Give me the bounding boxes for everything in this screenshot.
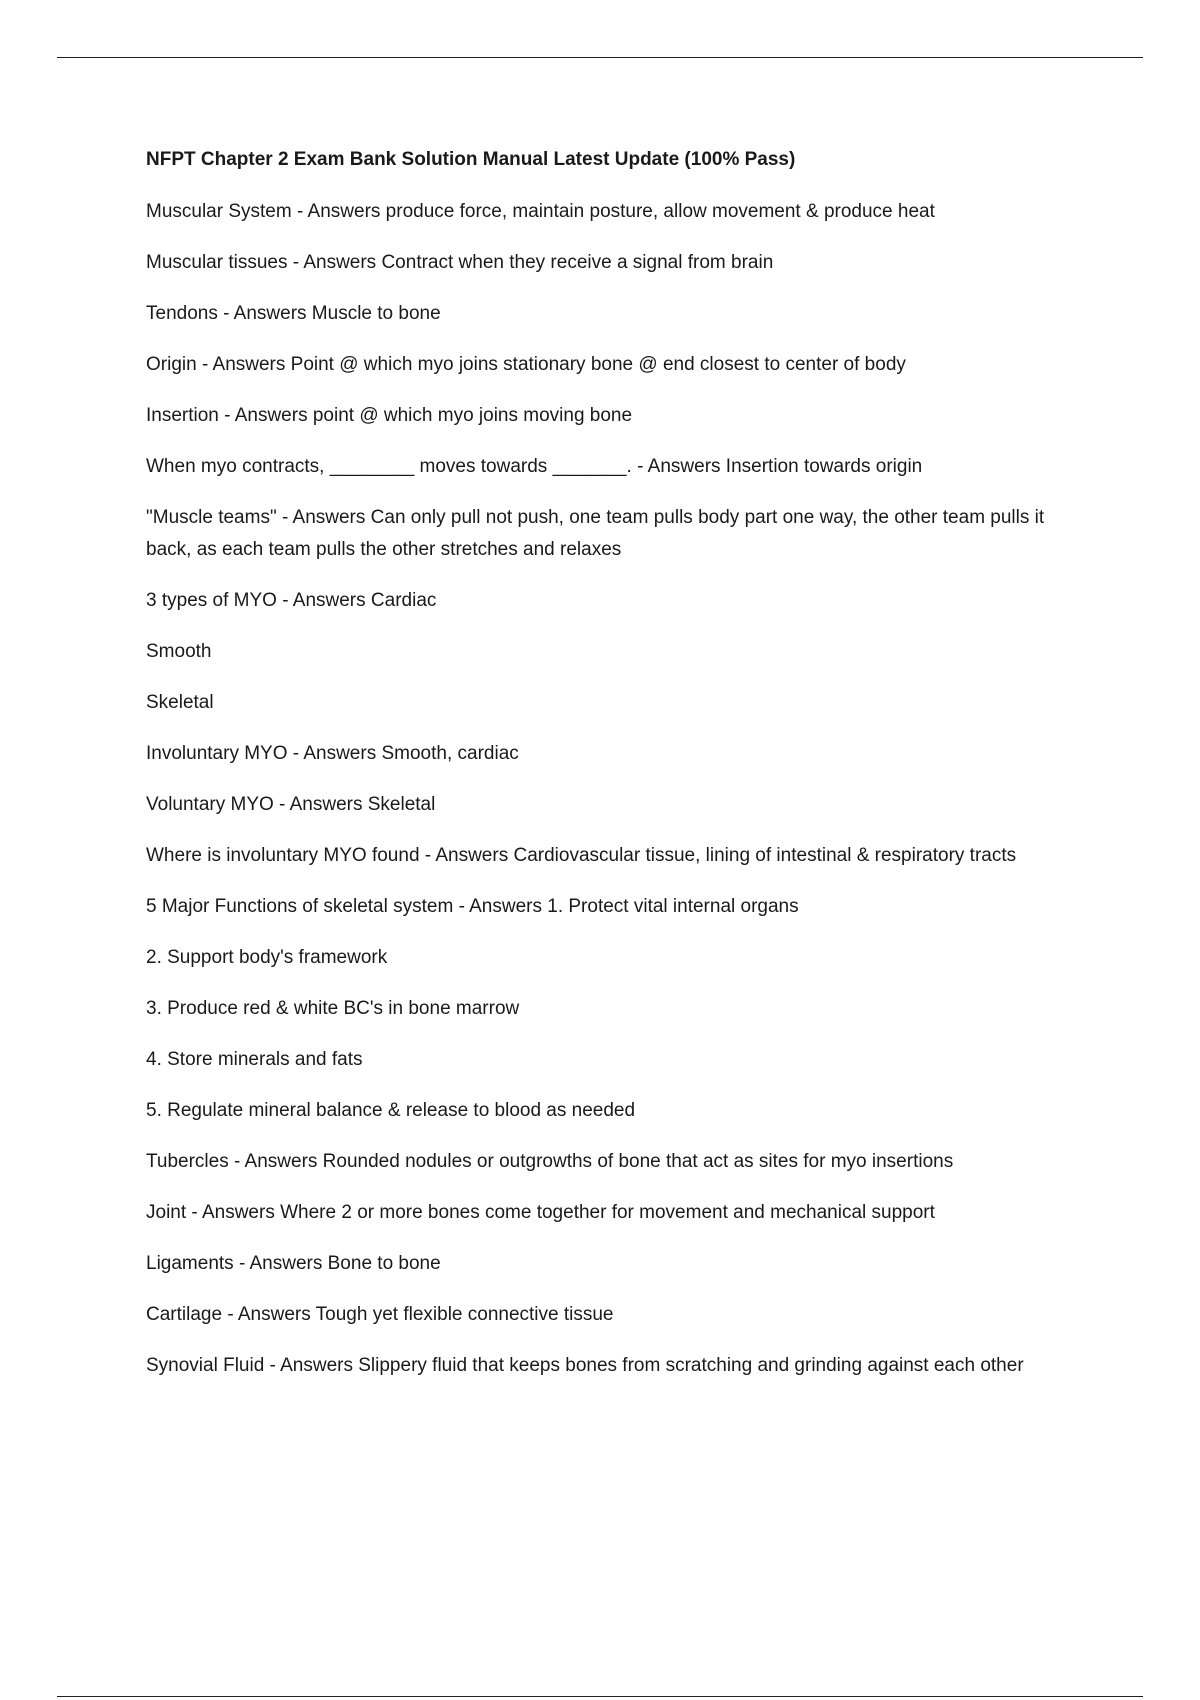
entry-muscular-system: Muscular System - Answers produce force, maintain posture, allow movement & produce heat [146,201,935,222]
entry-types-of-myo: 3 types of MYO - Answers Cardiac [146,590,437,611]
header-rule [57,57,1143,58]
entry-function-5: 5. Regulate mineral balance & release to blood as needed [146,1100,636,1121]
document-body [146,143,1086,1401]
entry-smooth: Smooth [146,641,212,662]
entry-ligaments: Ligaments - Answers Bone to bone [146,1253,441,1274]
entry-skeletal-functions: 5 Major Functions of skeletal system - Answers 1. Protect vital internal organs [146,896,799,917]
entry-myo-contracts: When myo contracts, ________ moves towards _______. - Answers Insertion towards origin [146,456,923,477]
entry-involuntary-myo: Involuntary MYO - Answers Smooth, cardiac [146,743,519,764]
entry-origin: Origin - Answers Point @ which myo joins stationary bone @ end closest to center of body [146,354,906,375]
entry-joint: Joint - Answers Where 2 or more bones come together for movement and mechanical support [146,1202,935,1223]
entry-insertion: Insertion - Answers point @ which myo joins moving bone [146,405,633,426]
document-title: NFPT Chapter 2 Exam Bank Solution Manual Latest Update (100% Pass) [146,149,796,170]
entry-cartilage: Cartilage - Answers Tough yet flexible connective tissue [146,1304,614,1325]
entry-voluntary-myo: Voluntary MYO - Answers Skeletal [146,794,436,815]
entry-muscle-teams: "Muscle teams" - Answers Can only pull not push, one team pulls body part one way, the other team pulls it back, as each team pulls the other stretches and relaxes [146,507,1045,560]
entry-tendons: Tendons - Answers Muscle to bone [146,303,441,324]
footer-rule [57,1696,1143,1697]
entry-tubercles: Tubercles - Answers Rounded nodules or outgrowths of bone that act as sites for myo insertions [146,1151,954,1172]
entry-function-2: 2. Support body's framework [146,947,388,968]
entry-involuntary-myo-location: Where is involuntary MYO found - Answers Cardiovascular tissue, lining of intestinal & respiratory tracts [146,845,1017,866]
entry-skeletal: Skeletal [146,692,214,713]
entry-synovial-fluid: Synovial Fluid - Answers Slippery fluid that keeps bones from scratching and grinding against each other [146,1355,1024,1376]
entry-muscular-tissues: Muscular tissues - Answers Contract when they receive a signal from brain [146,252,774,273]
entry-function-3: 3. Produce red & white BC's in bone marrow [146,998,520,1019]
entry-function-4: 4. Store minerals and fats [146,1049,363,1070]
